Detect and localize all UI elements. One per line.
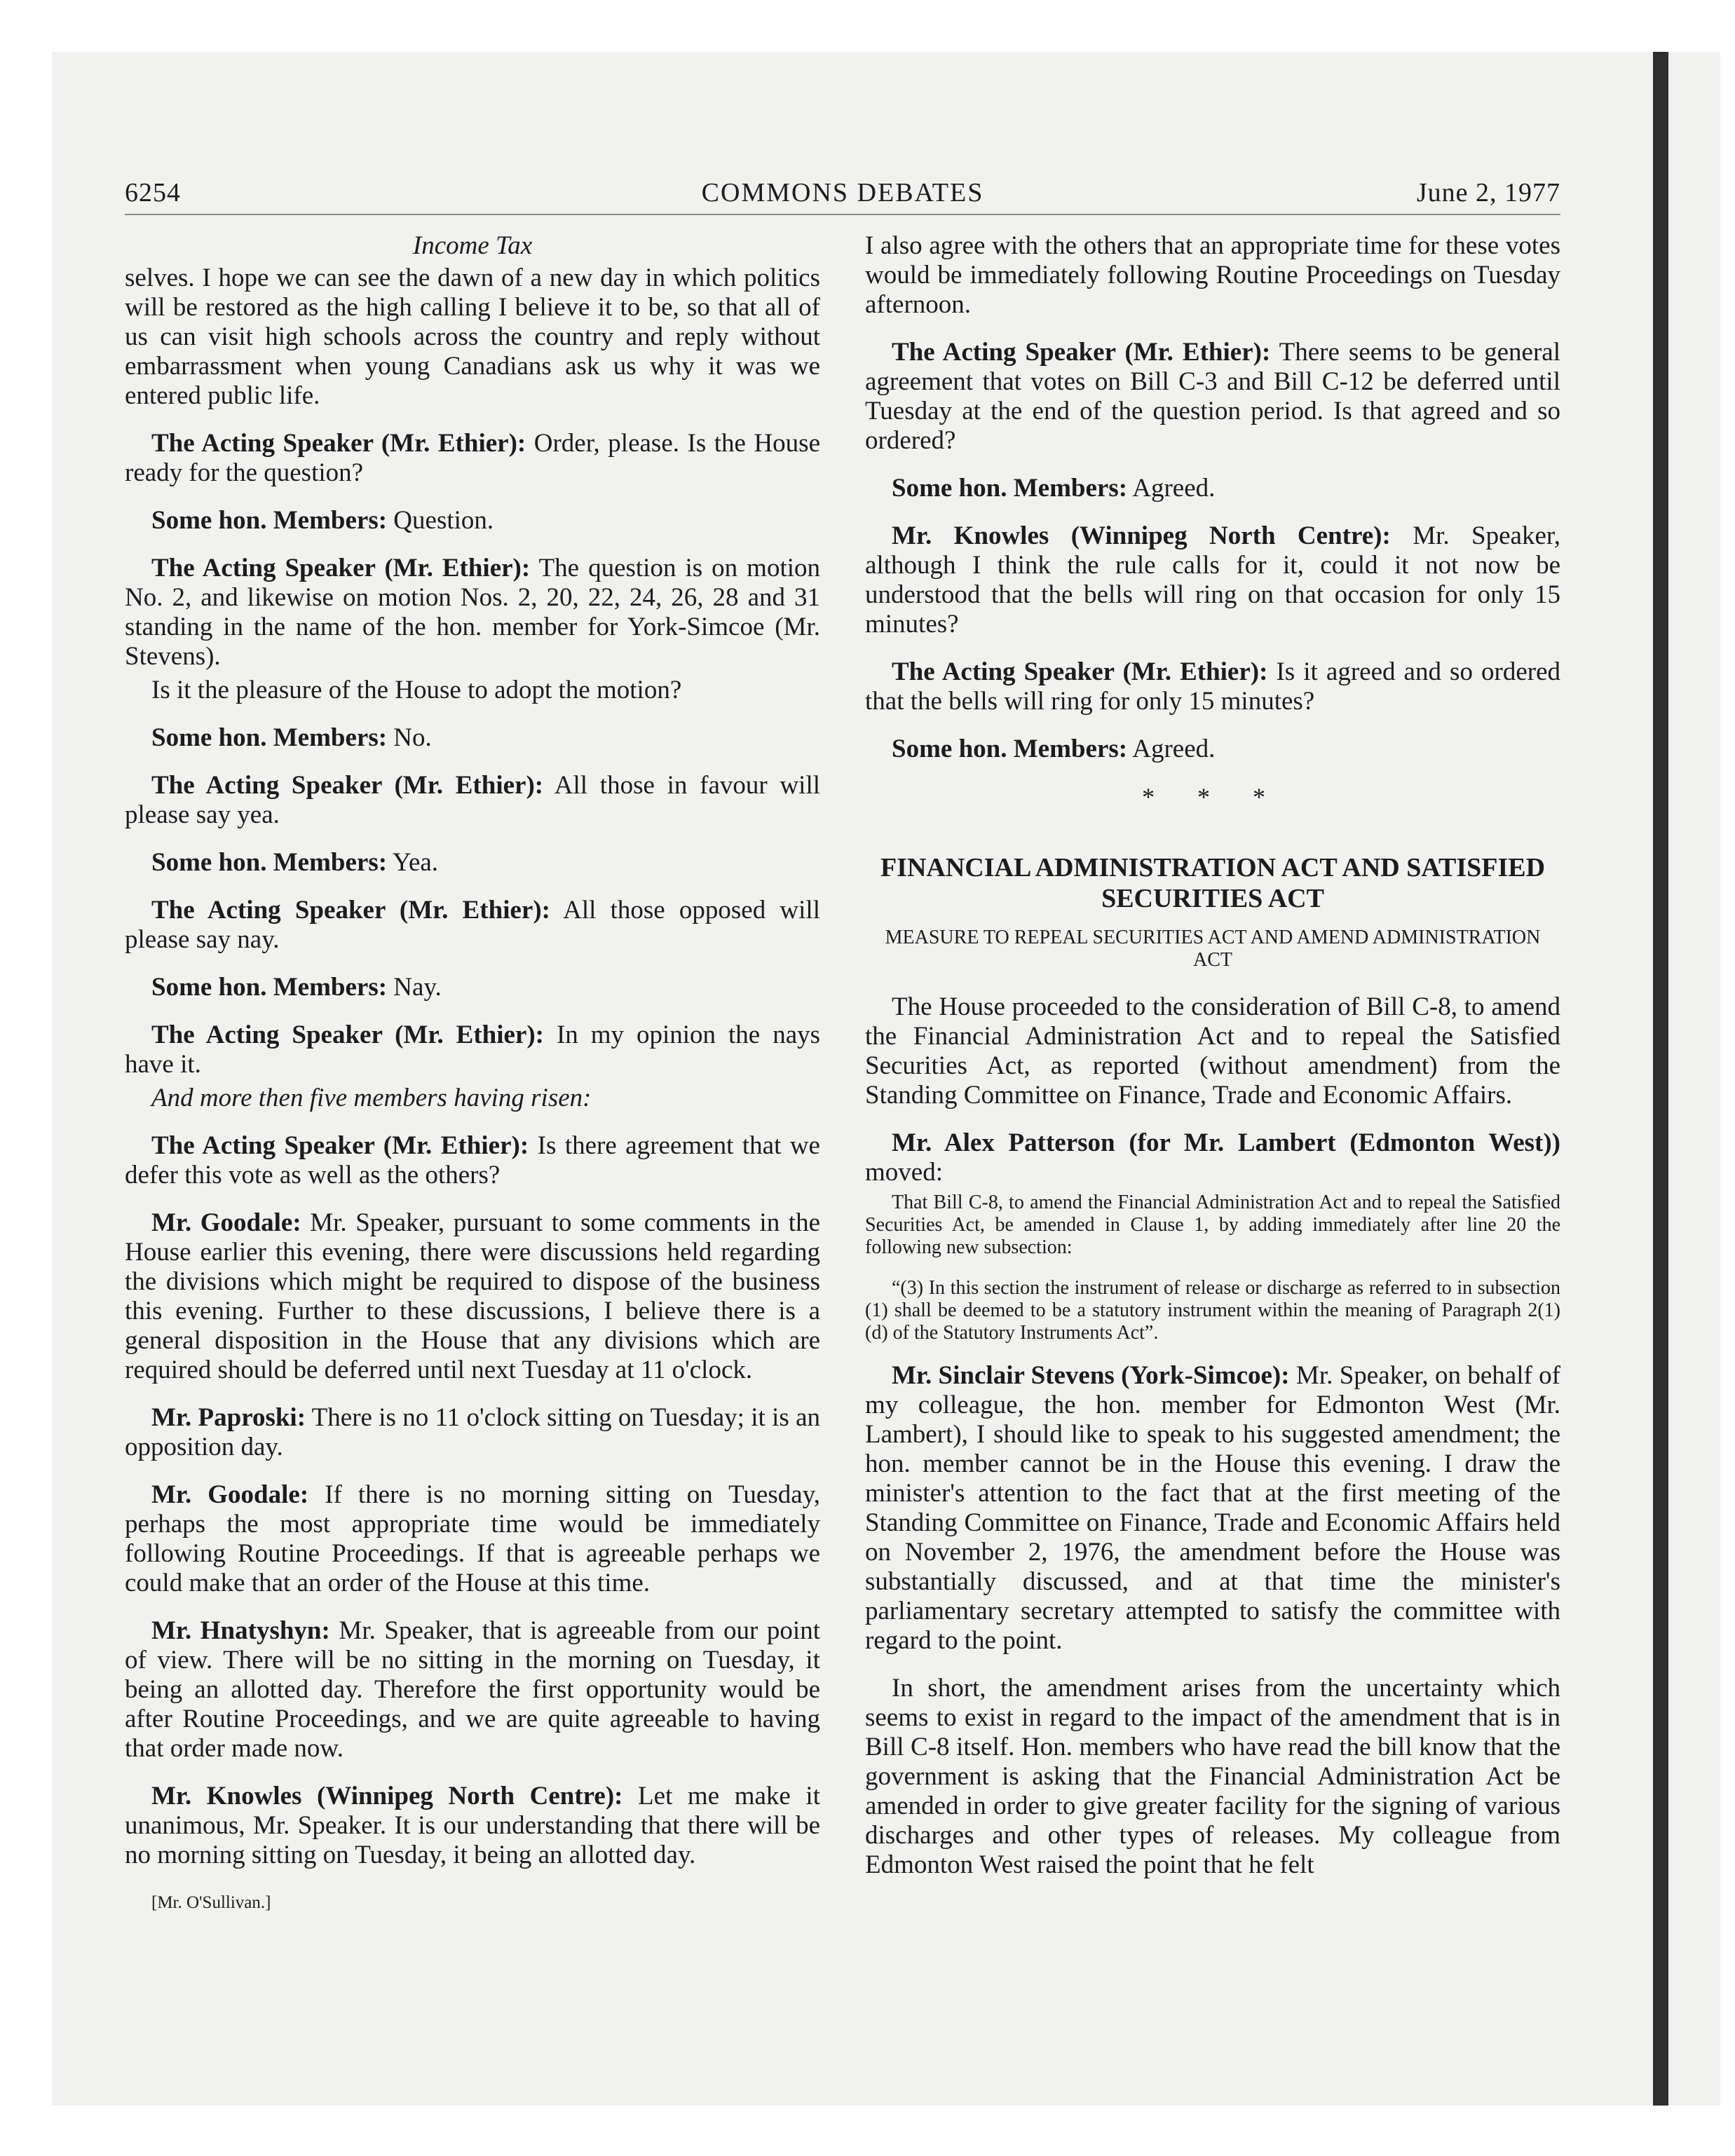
speaker-name: Mr. Paproski: (151, 1403, 306, 1432)
motion-subsection: “(3) In this section the instrument of release or discharge as referred to in subsection (1) shall be deemed to be a statutory instrument within the meaning of Paragraph 2(1)(d) of the Statutory Instruments Act”. (865, 1277, 1560, 1344)
speech (125, 506, 820, 535)
speech-text: Question. (387, 506, 494, 535)
page-spine-shadow (1653, 52, 1668, 2106)
speech-text: Yea. (387, 848, 439, 877)
motion-text: That Bill C-8, to amend the Financial Administration Act and to repeal the Satisfied Securities Act, be amended in Clause 1, by adding immediately after line 20 the following new subsection: (865, 1192, 1560, 1258)
speaker-name: Mr. Alex Patterson (for Mr. Lambert (Edmonton West)) (892, 1128, 1560, 1157)
section-separator: * * * (1142, 783, 1284, 811)
speech-text: Mr. Speaker, although I think the rule calls for it, could it not now be understood that the bells will ring on that occasion for only 15 minutes? (865, 521, 1560, 639)
speech-text: Order, please. Is the House ready for the question? (125, 429, 821, 487)
publication-title: COMMONS DEBATES (701, 178, 984, 207)
section-subheading: MEASURE TO REPEAL SECURITIES ACT AND AMEND ADMINISTRATION ACT (885, 927, 1541, 971)
speech (125, 1403, 820, 1462)
stage-direction: And more then five members having risen: (151, 1084, 592, 1112)
speech (125, 554, 820, 671)
paragraph: selves. I hope we can see the dawn of a new day in which politics will be restored as the high calling I believe it to be, so that all of us can visit high schools across the country and reply without embarrassment when young Canadians ask us why it was we entered public life. (125, 264, 820, 410)
paragraph: The House proceeded to the consideration of Bill C-8, to amend the Financial Administration Act and to repeal the Satisfied Securities Act, as reported (without amendment) from the Standing Committee on Finance, Trade and Economic Affairs. (865, 992, 1560, 1110)
speech (865, 338, 1560, 456)
speech-text: Is it agreed and so ordered that the bells will ring for only 15 minutes? (865, 657, 1560, 716)
right-column (865, 231, 1560, 1898)
speech-text: There is no 11 o'clock sitting on Tuesday; it is an opposition day. (125, 1403, 820, 1461)
speech (865, 735, 1560, 764)
speech-text: Mr. Speaker, pursuant to some comments in the House earlier this evening, there were discussions held regarding the divisions which might be required to dispose of the business this evening. Further to these discussions, I believe there is a general disposition in the House that any divisions which are required should be deferred until next Tuesday at 11 o'clock. (125, 1208, 820, 1384)
speech (125, 1021, 820, 1079)
speech-text: moved: (865, 1158, 943, 1187)
page-date: June 2, 1977 (1416, 178, 1560, 207)
left-column (125, 231, 820, 1936)
speech (125, 429, 820, 488)
speech (865, 1128, 1560, 1187)
speech (125, 1131, 820, 1190)
page-number: 6254 (125, 178, 181, 207)
speech-text: There seems to be general agreement that votes on Bill C-3 and Bill C-12 be deferred until Tuesday at the end of the question period. Is that agreed and so ordered? (865, 338, 1560, 455)
section-heading: FINANCIAL ADMINISTRATION ACT AND SATISFIED SECURITIES ACT (880, 853, 1546, 913)
speech-text: If there is no morning sitting on Tuesday, perhaps the most appropriate time would be immediately following Routine Proceedings. If that is agreeable perhaps we could make that an order of the House at this time. (125, 1480, 820, 1597)
speaker-name: Some hon. Members: (151, 506, 388, 535)
speech (865, 1361, 1560, 1656)
speech-text: Mr. Speaker, on behalf of my colleague, the hon. member for Edmonton West (Mr. Lambert), I should like to speak to his suggested amendment; the hon. member cannot be in the House this evening. I draw the minister's attention to the fact that at the first meeting of the Standing Committee on Finance, Trade and Economic Affairs held on November 2, 1976, the amendment before the House was substantially discussed, and at that time the minister's parliamentary secretary attempted to satisfy the committee with regard to the point. (865, 1361, 1560, 1655)
speech-text: All those in favour will please say yea. (125, 771, 821, 829)
speaker-name: Mr. Goodale: (151, 1480, 309, 1509)
running-head: Income Tax (412, 231, 533, 260)
speech (125, 973, 820, 1002)
speech-text: Let me make it unanimous, Mr. Speaker. It is our understanding that there will be no morning sitting on Tuesday, it being an allotted day. (125, 1782, 820, 1869)
speaker-name: Some hon. Members: (151, 723, 388, 752)
speech-text: In my opinion the nays have it. (125, 1021, 821, 1079)
speaker-name: The Acting Speaker (Mr. Ethier): (151, 429, 526, 458)
speaker-name: Mr. Knowles (Winnipeg North Centre): (892, 521, 1391, 550)
speaker-name: The Acting Speaker (Mr. Ethier): (151, 771, 544, 800)
speaker-name: Some hon. Members: (151, 848, 388, 877)
speech-text: Agreed. (1127, 735, 1216, 763)
speaker-name: The Acting Speaker (Mr. Ethier): (151, 1021, 545, 1049)
speaker-name: Some hon. Members: (892, 735, 1128, 763)
speaker-name: Mr. Knowles (Winnipeg North Centre): (151, 1782, 623, 1810)
speech (125, 771, 820, 830)
speech (125, 896, 820, 955)
speech (125, 1480, 820, 1598)
speech-text: Is there agreement that we defer this vote as well as the others? (125, 1131, 820, 1189)
speech-text: Agreed. (1127, 474, 1216, 503)
speaker-name: The Acting Speaker (Mr. Ethier): (151, 896, 550, 925)
speaker-name: The Acting Speaker (Mr. Ethier): (151, 554, 531, 582)
speaker-name: The Acting Speaker (Mr. Ethier): (892, 338, 1271, 367)
speaker-name: Mr. Hnatyshyn: (151, 1616, 330, 1645)
header-rule (125, 214, 1560, 215)
speaker-name: Some hon. Members: (892, 474, 1128, 503)
speech-text: Mr. Speaker, that is agreeable from our point of view. There will be no sitting in the morning on Tuesday, it being an allotted day. Therefore the first opportunity would be after Routine Proceedings, and we are quite agreeable to having that order made now. (125, 1616, 820, 1763)
speech (125, 848, 820, 878)
speech (125, 723, 820, 753)
page-header (125, 177, 1560, 217)
speech-text: All those opposed will please say nay. (125, 896, 820, 954)
paragraph: I also agree with the others that an appropriate time for these votes would be immediately following Routine Proceedings on Tuesday afternoon. (865, 231, 1560, 319)
speech (125, 1616, 820, 1763)
speech (865, 474, 1560, 503)
speech (865, 521, 1560, 639)
paragraph: Is it the pleasure of the House to adopt the motion? (151, 676, 682, 704)
speaker-name: Mr. Sinclair Stevens (York-Simcoe): (892, 1361, 1290, 1390)
speech-text: Nay. (387, 973, 442, 1002)
speaker-name: Some hon. Members: (151, 973, 388, 1002)
paragraph: In short, the amendment arises from the uncertainty which seems to exist in regard to the impact of the amendment that is in Bill C-8 itself. Hon. members who have read the bill know that the government is asking that the Financial Administration Act be amended in order to give greater facility for the signing of various discharges and other types of releases. My colleague from Edmonton West raised the point that he felt (865, 1674, 1560, 1879)
speaker-name: The Acting Speaker (Mr. Ethier): (151, 1131, 529, 1160)
speech (125, 1782, 820, 1870)
speech (125, 1208, 820, 1385)
speech-text: No. (387, 723, 432, 752)
speaker-name: Mr. Goodale: (151, 1208, 301, 1237)
speech-text: The question is on motion No. 2, and likewise on motion Nos. 2, 20, 22, 24, 26, 28 and 31 standing in the name of the hon. member for York-Simcoe (Mr. Stevens). (125, 554, 821, 671)
speech (865, 657, 1560, 716)
speaker-name: The Acting Speaker (Mr. Ethier): (892, 657, 1268, 686)
footnote: [Mr. O'Sullivan.] (151, 1893, 271, 1912)
